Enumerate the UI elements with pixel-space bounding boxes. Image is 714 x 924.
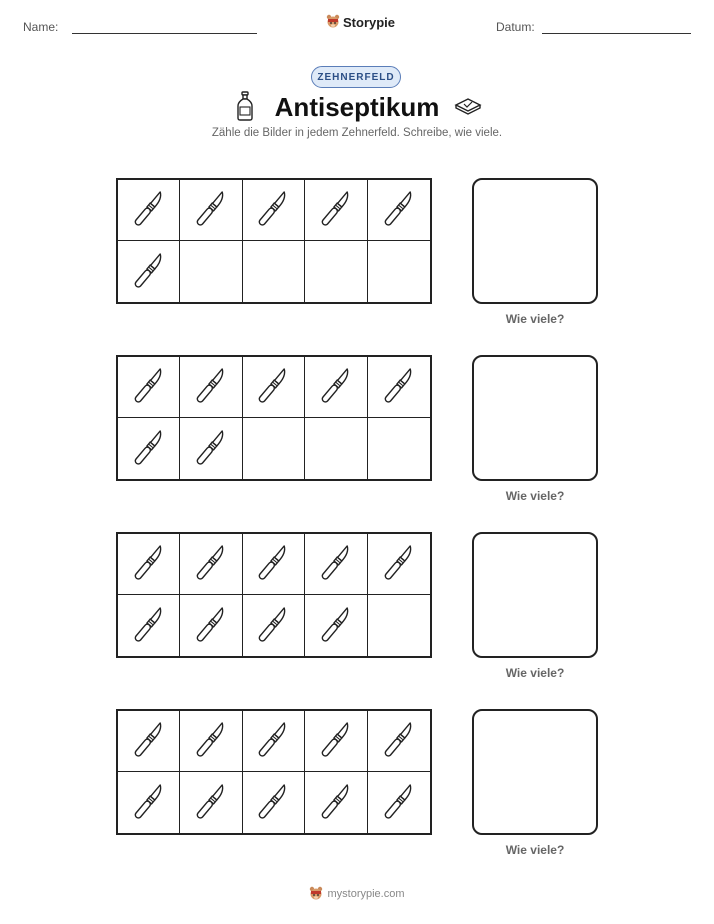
scalpel-icon — [132, 718, 166, 764]
ten-frame — [116, 355, 432, 481]
date-label: Datum: — [496, 20, 535, 34]
worksheet-title: Antiseptikum — [274, 92, 440, 122]
scalpel-icon — [382, 541, 416, 587]
ten-frame-cell — [180, 180, 242, 241]
ten-frame — [116, 709, 432, 835]
scalpel-icon — [194, 187, 228, 233]
brand-logo — [326, 14, 395, 30]
scalpel-icon — [132, 780, 166, 826]
scalpel-icon — [194, 364, 228, 410]
ten-frame-cell — [243, 418, 305, 479]
scalpel-icon — [194, 426, 228, 472]
name-label: Name: — [23, 20, 59, 34]
scalpel-icon — [382, 780, 416, 826]
ten-frame-cell — [243, 241, 305, 302]
ten-frame-cell — [118, 180, 180, 241]
scalpel-icon — [132, 426, 166, 472]
ten-frame-cell — [243, 711, 305, 772]
ten-frame-cell — [180, 595, 242, 656]
ten-frame-cell — [180, 241, 242, 302]
scalpel-icon — [132, 249, 166, 295]
answer-box[interactable] — [472, 709, 598, 835]
worksheet-type-badge: ZEHNERFELD — [311, 66, 401, 88]
bear-mascot-icon — [326, 14, 340, 30]
ten-frame-cell — [368, 534, 430, 595]
ten-frame-cell — [305, 772, 367, 833]
ten-frame-cell — [118, 711, 180, 772]
ten-frame-cell — [243, 595, 305, 656]
ten-frame — [116, 532, 432, 658]
footer-url[interactable]: mystorypie.com — [327, 888, 405, 900]
scalpel-icon — [382, 718, 416, 764]
answer-prompt: Wie viele? — [505, 666, 565, 680]
ten-frame-cell — [368, 772, 430, 833]
scalpel-icon — [256, 541, 290, 587]
ten-frame-cell — [305, 534, 367, 595]
answer-box[interactable] — [472, 178, 598, 304]
ten-frame-cell — [305, 180, 367, 241]
scalpel-icon — [256, 780, 290, 826]
scalpel-icon — [319, 780, 353, 826]
scalpel-icon — [319, 187, 353, 233]
answer-prompt: Wie viele? — [505, 312, 565, 326]
footer — [0, 886, 714, 902]
ten-frame-cell — [180, 711, 242, 772]
ten-frame-cell — [305, 595, 367, 656]
scalpel-icon — [132, 603, 166, 649]
bear-mascot-icon — [309, 886, 323, 902]
ten-frame-cell — [180, 534, 242, 595]
ten-frame-cell — [368, 241, 430, 302]
ten-frame-cell — [180, 357, 242, 418]
instructions: Zähle die Bilder in jedem Zehnerfeld. Schreibe, wie viele. — [211, 127, 503, 139]
scalpel-icon — [319, 364, 353, 410]
ten-frame-cell — [305, 357, 367, 418]
date-line[interactable] — [542, 33, 691, 34]
answer-prompt: Wie viele? — [505, 843, 565, 857]
ten-frame-cell — [368, 418, 430, 479]
ten-frame-cell — [305, 711, 367, 772]
ten-frame-cell — [118, 534, 180, 595]
scalpel-icon — [319, 541, 353, 587]
ten-frame-cell — [243, 534, 305, 595]
ten-frame-cell — [368, 357, 430, 418]
ten-frame-cell — [368, 711, 430, 772]
ten-frame-cell — [243, 772, 305, 833]
ten-frame-cell — [118, 241, 180, 302]
scalpel-icon — [319, 603, 353, 649]
scalpel-icon — [194, 603, 228, 649]
answer-box[interactable] — [472, 532, 598, 658]
ten-frame-cell — [368, 180, 430, 241]
scalpel-icon — [194, 718, 228, 764]
scalpel-icon — [256, 364, 290, 410]
scalpel-icon — [194, 780, 228, 826]
ten-frame-cell — [118, 418, 180, 479]
scalpel-icon — [382, 187, 416, 233]
scalpel-icon — [382, 364, 416, 410]
ten-frame-cell — [118, 357, 180, 418]
scalpel-icon — [256, 603, 290, 649]
gauze-pad-icon — [453, 96, 483, 116]
ten-frame-cell — [118, 772, 180, 833]
ten-frame-cell — [305, 418, 367, 479]
ten-frame-cell — [180, 772, 242, 833]
ten-frame — [116, 178, 432, 304]
scalpel-icon — [256, 187, 290, 233]
answer-prompt: Wie viele? — [505, 489, 565, 503]
brand-name: Storypie — [343, 14, 396, 30]
scalpel-icon — [132, 364, 166, 410]
ten-frame-cell — [305, 241, 367, 302]
scalpel-icon — [132, 187, 166, 233]
ten-frame-cell — [180, 418, 242, 479]
name-line[interactable] — [72, 33, 257, 34]
scalpel-icon — [194, 541, 228, 587]
scalpel-icon — [319, 718, 353, 764]
ten-frame-cell — [368, 595, 430, 656]
ten-frame-cell — [118, 595, 180, 656]
scalpel-icon — [132, 541, 166, 587]
answer-box[interactable] — [472, 355, 598, 481]
ten-frame-cell — [243, 180, 305, 241]
scalpel-icon — [256, 718, 290, 764]
ten-frame-cell — [243, 357, 305, 418]
